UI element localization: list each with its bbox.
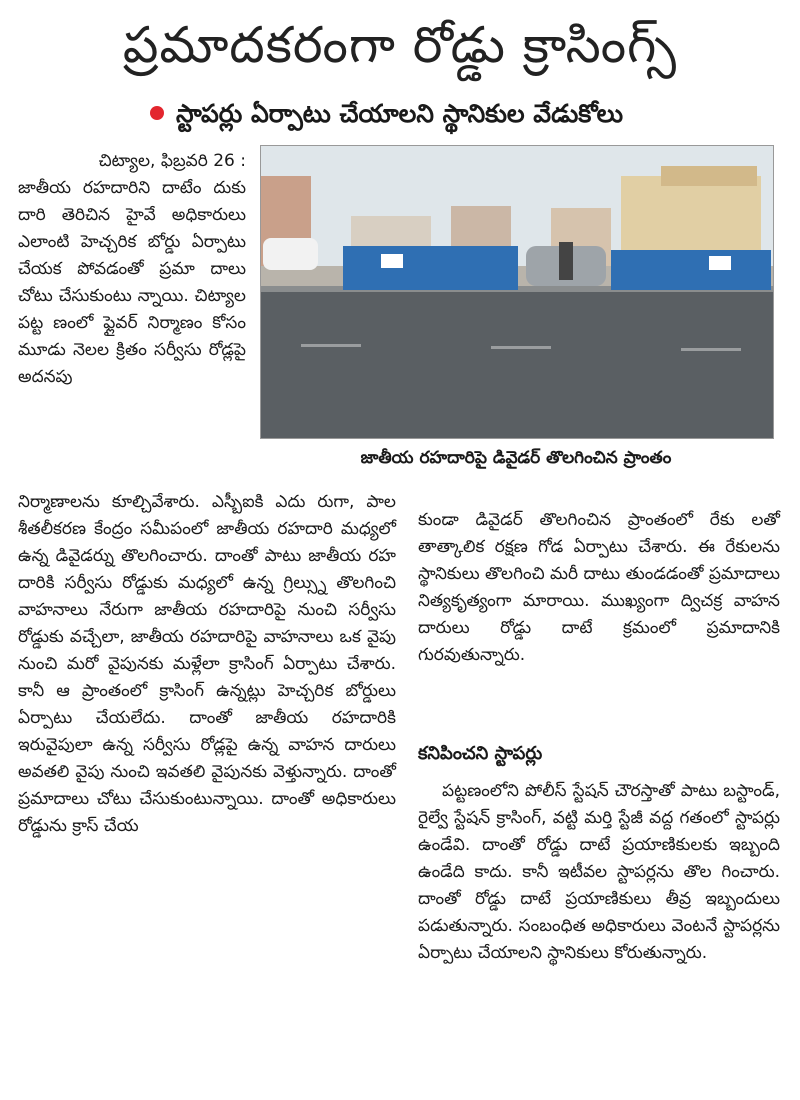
photo-lane-mark	[681, 348, 741, 351]
photo-barrier-right	[611, 250, 771, 290]
photo-lane-mark	[301, 344, 361, 347]
news-photo	[260, 145, 774, 439]
photo-person-bike	[559, 242, 573, 280]
article-paragraph-left-top: జాతీయ రహదారిని దాటేం దుకు దారి తెరిచిన హైవే అధికారులు ఎలాంటి హెచ్చరిక బోర్డు ఏర్పాటు చేయక పోవడంతో ప్రమా దాలు చోటు చేసుకుంటు న్నాయి. చిట్యాల పట్ట ణంలో ఫ్లైవర్ నిర్మాణం కోసం మూడు నెలల క్రితం సర్వీసు రోడ్లపై అదనపు	[18, 178, 246, 387]
article-paragraph-left-bottom: నిర్మాణాలను కూల్చివేశారు. ఎస్బీఐకి ఎదు రుగా, పాల శీతలీకరణ కేంద్రం సమీపంలో జాతీయ రహదారి మధ్యలో ఉన్న డివైడర్ను తొలగించారు. దాంతో పాటు జాతీయ రహ దారికి సర్వీసు రోడ్డుకు మధ్యలో ఉన్న గ్రిల్స్ను తొలగించి వాహనాలు నేరుగా జాతీయ రహదారిపై నుంచి సర్వీసు రోడ్డుకు వచ్చేలా, జాతీయ రహదారిపై వాహనాలు ఒక వైపు నుంచి మరో వైపునకు మళ్లేలా క్రాసింగ్ ఏర్పాటు చేశారు. కానీ ఆ ప్రాంతంలో క్రాసింగ్ ఉన్నట్లు హెచ్చరిక బోర్డులు ఏర్పాటు చేయలేదు. దాంతో జాతీయ రహదారికి ఇరువైపులా ఉన్న సర్వీసు రోడ్లపై ఉన్న వాహన దారులు అవతలి వైపు నుంచి ఇవతలి వైపునకు వెళ్తున్నారు. దాంతో ప్రమాదాలు చోటు చేసుకుంటున్నాయి. దాంతో అధికారులు రోడ్డును క్రాస్ చేయ	[18, 492, 396, 836]
article-paragraph-right-bottom: పట్టణంలోని పోలీస్ స్టేషన్ చౌరస్తాతో పాటు బస్టాండ్, రైల్వే స్టేషన్ క్రాసింగ్, వట్టి మర్తి స్టేజీ వద్ద గతంలో స్టాపర్లు ఉండేవి. దాంతో రోడ్డు దాటే ప్రయాణికులకు ఇబ్బంది ఉండేది కాదు. కానీ ఇటీవల స్టాపర్లను తొల గించారు. దాంతో రోడ్డు దాటే ప్రయాణికులు తీవ్ర ఇబ్బందులు పడుతున్నారు. సంబంధిత అధికారులు వెంటనే స్టాపర్లను ఏర్పాటు చేయాలని స్థానికులు కోరుతున్నారు.	[418, 781, 780, 963]
red-bullet-icon	[150, 106, 164, 120]
headline: ప్రమాదకరంగా రోడ్డు క్రాసింగ్స్	[122, 16, 678, 74]
article-column-right-bottom	[418, 778, 780, 967]
article-column-left-bottom	[18, 489, 396, 840]
article-paragraph-right-top: కుండా డివైడర్ తొలగించిన ప్రాంతంలో రేకు లతో తాత్కాలిక రక్షణ గోడ ఏర్పాటు చేశారు. ఈ రేకులను స్థానికులు తొలగించి మరీ దాటు తుండడంతో ప్రమాదాలు నిత్యకృత్యంగా మారాయి. ముఖ్యంగా ద్విచక్ర వాహన దారులు రోడ్డు దాటే క్రమంలో ప్రమాదానికి గురవుతున్నారు.	[418, 510, 780, 665]
photo-barrier-sign	[381, 254, 403, 268]
photo-barrier-sign	[709, 256, 731, 270]
subheadline	[150, 94, 670, 134]
article-dateline: చిట్యాల, ఫిబ్రవరి 26 :	[98, 151, 246, 171]
article-column-left-top	[18, 148, 246, 391]
photo-lane-mark	[491, 346, 551, 349]
subheadline-text: స్టాపర్లు ఏర్పాటు చేయాలని స్థానికుల వేడుకోలు	[176, 99, 624, 128]
photo-caption: జాతీయ రహదారిపై డివైడర్ తొలగించిన ప్రాంతం	[360, 448, 672, 468]
article-column-right-top	[418, 507, 780, 669]
photo-barrier-left	[343, 246, 518, 290]
photo-road	[261, 286, 773, 438]
article-subheading: కనిపించని స్టాపర్లు	[418, 743, 543, 764]
photo-building-top	[661, 166, 757, 186]
photo-car-white	[263, 238, 318, 270]
highway-photo-illustration	[261, 146, 773, 438]
